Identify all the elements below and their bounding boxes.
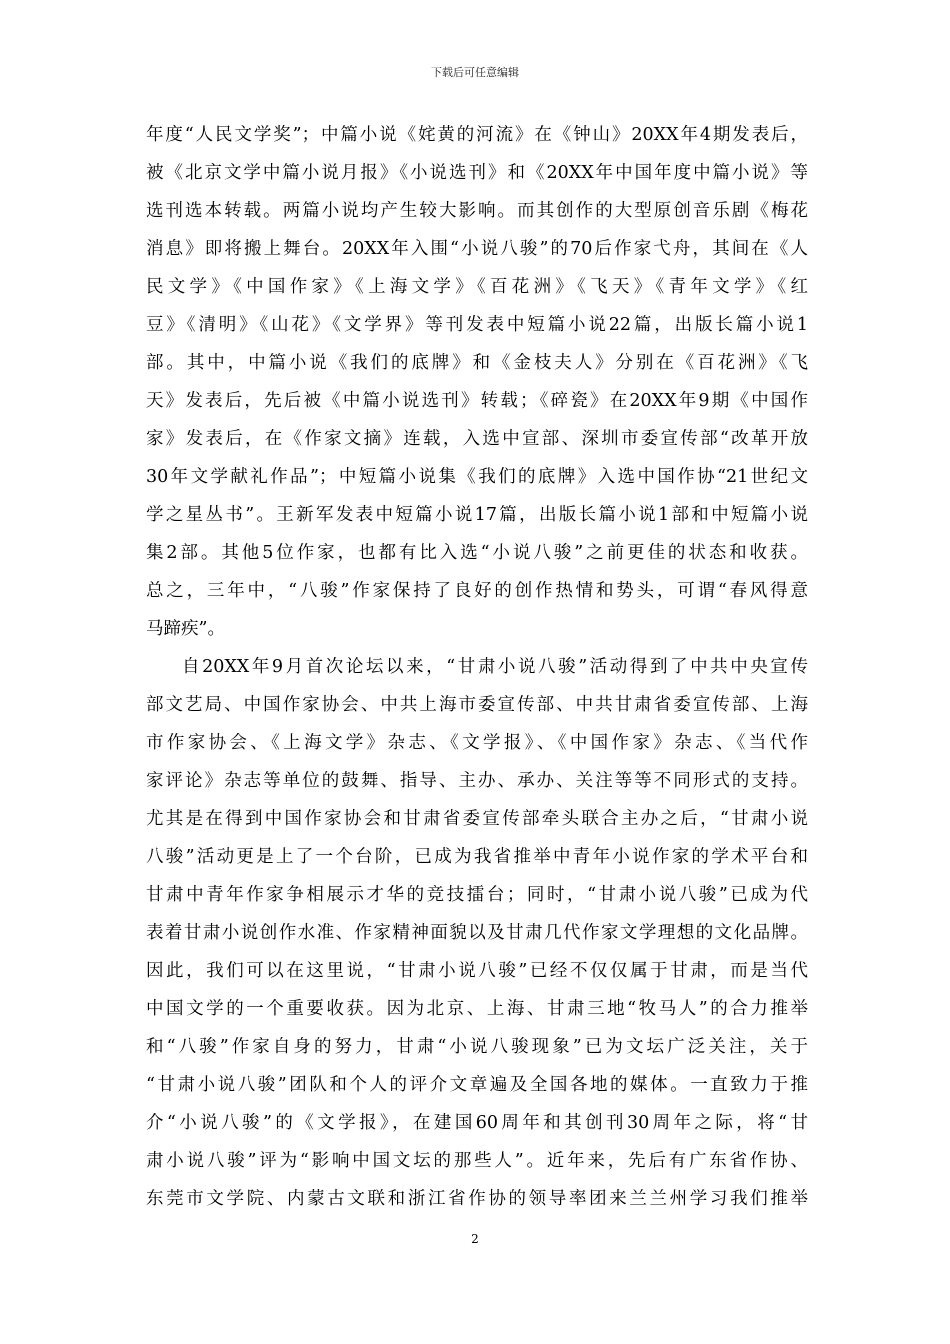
text-line: 肃小说八骏”评为“影响中国文坛的那些人”。近年来，先后有广东省作协、 — [146, 1151, 808, 1171]
text-line: 表着甘肃小说创作水准、作家精神面貌以及甘肃几代作家文学理想的文化品牌。 — [146, 923, 808, 943]
text-line: 集2部。其他5位作家，也都有比入选“小说八骏”之前更佳的状态和收获。 — [146, 543, 808, 563]
document-body — [146, 116, 808, 1218]
text-line: 部。其中，中篇小说《我们的底牌》和《金枝夫人》分别在《百花洲》《飞 — [146, 353, 808, 373]
text-line: 八骏”活动更是上了一个台阶，已成为我省推举中青年小说作家的学术平台和 — [146, 847, 808, 867]
text-line: 总之，三年中，“八骏”作家保持了良好的创作热情和势头，可谓“春风得意 — [146, 581, 808, 601]
page-header: 下载后可任意编辑 — [431, 66, 519, 79]
text-line: 天》发表后，先后被《中篇小说选刊》转载；《碎瓷》在20XX年9期《中国作 — [146, 391, 808, 411]
text-line: 马蹄疾”。 — [146, 619, 225, 639]
text-line: 年度“人民文学奖”；中篇小说《姹黄的河流》在《钟山》20XX年4期发表后， — [146, 125, 808, 145]
text-line: 豆》《清明》《山花》《文学界》等刊发表中短篇小说22篇，出版长篇小说1 — [146, 315, 808, 335]
text-line: 东莞市文学院、内蒙古文联和浙江省作协的领导率团来兰兰州学习我们推举 — [146, 1189, 808, 1209]
text-line: 消息》即将搬上舞台。20XX年入围“小说八骏”的70后作家弋舟，其间在《人 — [146, 239, 808, 259]
text-line: 民文学》《中国作家》《上海文学》《百花洲》《飞天》《青年文学》《红 — [146, 277, 808, 297]
text-line: “甘肃小说八骏”团队和个人的评介文章遍及全国各地的媒体。一直致力于推 — [146, 1075, 808, 1095]
text-line: 家》发表后，在《作家文摘》连载，入选中宣部、深圳市委宣传部“改革开放 — [146, 429, 808, 449]
text-line: 介“小说八骏”的《文学报》，在建国60周年和其创刊30周年之际，将“甘 — [146, 1113, 808, 1133]
text-line: 30年文学献礼作品”；中短篇小说集《我们的底牌》入选中国作协“21世纪文 — [146, 467, 808, 487]
text-line: 尤其是在得到中国作家协会和甘肃省委宣传部牵头联合主办之后，“甘肃小说 — [146, 809, 808, 829]
text-line: 甘肃中青年作家争相展示才华的竞技擂台；同时，“甘肃小说八骏”已成为代 — [146, 885, 808, 905]
text-line: 学之星丛书”。王新军发表中短篇小说17篇，出版长篇小说1部和中短篇小说 — [146, 505, 808, 525]
text-line: 被《北京文学中篇小说月报》《小说选刊》和《20XX年中国年度中篇小说》等 — [146, 163, 808, 183]
text-line: 选刊选本转载。两篇小说均产生较大影响。而其创作的大型原创音乐剧《梅花 — [146, 201, 808, 221]
text-line: 部文艺局、中国作家协会、中共上海市委宣传部、中共甘肃省委宣传部、上海 — [146, 695, 808, 715]
text-line: 因此，我们可以在这里说，“甘肃小说八骏”已经不仅仅属于甘肃，而是当代 — [146, 961, 808, 981]
text-line: 自20XX年9月首次论坛以来，“甘肃小说八骏”活动得到了中共中央宣传 — [182, 657, 808, 677]
text-line: 和“八骏”作家自身的努力，甘肃“小说八骏现象”已为文坛广泛关注，关于 — [146, 1037, 808, 1057]
page-number: 2 — [471, 1232, 479, 1246]
text-line: 市作家协会、《上海文学》杂志、《文学报》、《中国作家》杂志、《当代作 — [146, 733, 808, 753]
paragraph-1 — [146, 116, 808, 648]
paragraph-2 — [146, 648, 808, 1218]
text-line: 家评论》杂志等单位的鼓舞、指导、主办、承办、关注等等不同形式的支持。 — [146, 771, 808, 791]
text-line: 中国文学的一个重要收获。因为北京、上海、甘肃三地“牧马人”的合力推举 — [146, 999, 808, 1019]
